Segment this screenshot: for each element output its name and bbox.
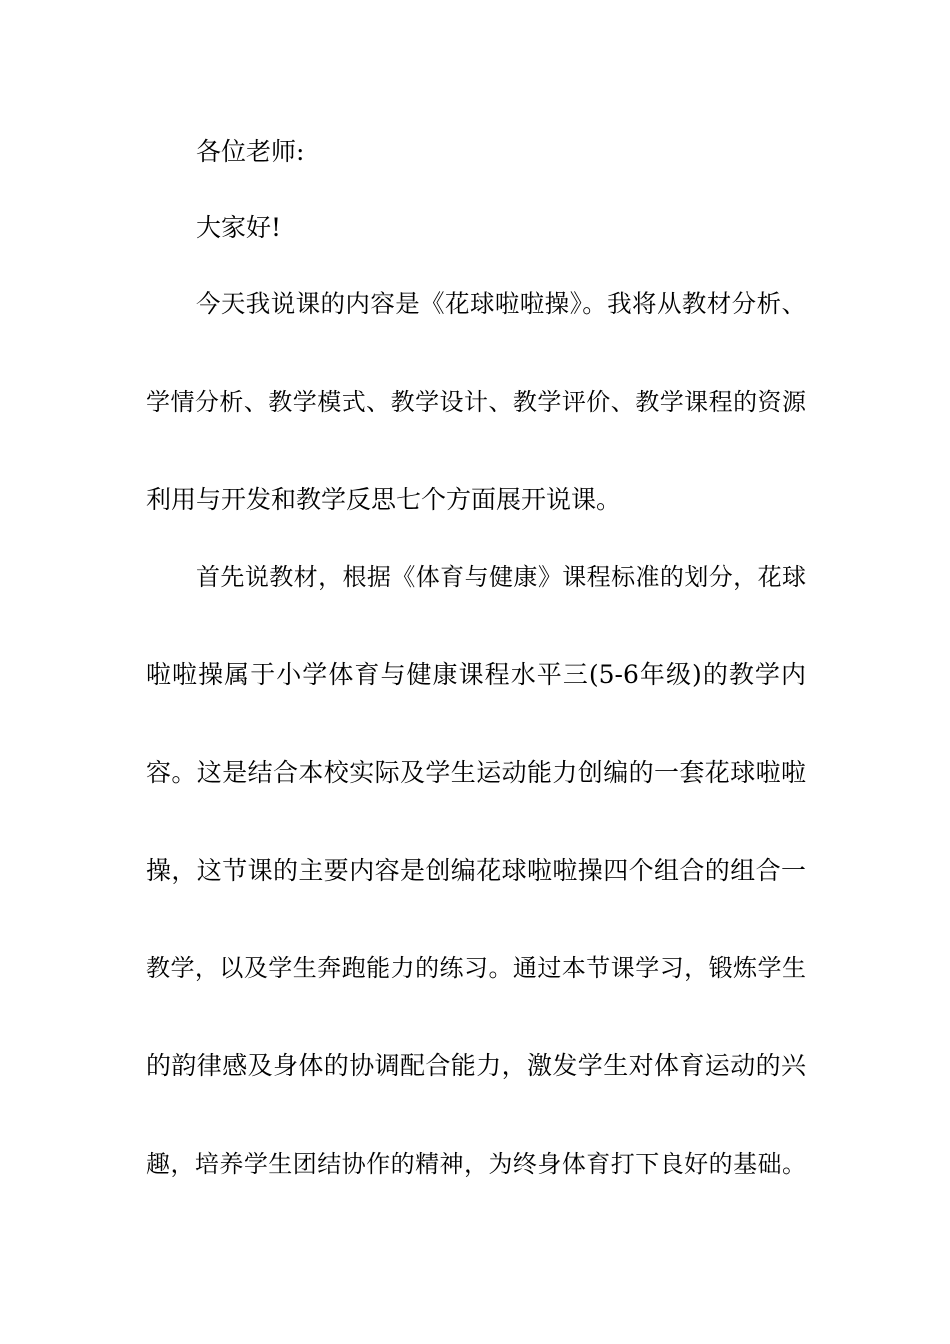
paragraph1-line-3: 利用与开发和教学反思七个方面展开说课。 <box>146 485 622 514</box>
greeting-line: 大家好! <box>196 213 282 242</box>
paragraph2-line-5: 教学，以及学生奔跑能力的练习。通过本节课学习，锻炼学生 <box>146 954 806 982</box>
paragraph2-line-6: 的韵律感及身体的协调配合能力，激发学生对体育运动的兴 <box>146 1051 806 1080</box>
paragraph2-line-1: 首先说教材，根据《体育与健康》课程标准的划分，花球 <box>196 563 806 591</box>
paragraph2-line-4: 操，这节课的主要内容是创编花球啦啦操四个组合的组合一 <box>146 856 806 885</box>
paragraph2-line-3: 容。这是结合本校实际及学生运动能力创编的一套花球啦啦 <box>146 758 806 787</box>
salutation-line: 各位老师: <box>196 137 305 166</box>
paragraph1-line-2: 学情分析、教学模式、教学设计、教学评价、教学课程的资源 <box>146 388 806 416</box>
paragraph2-line-7: 趣，培养学生团结协作的精神，为终身体育打下良好的基础。 <box>146 1150 806 1178</box>
paragraph1-line-1: 今天我说课的内容是《花球啦啦操》。我将从教材分析、 <box>196 289 806 318</box>
paragraph2-line-2: 啦啦操属于小学体育与健康课程水平三(5-6年级)的教学内 <box>146 660 806 689</box>
